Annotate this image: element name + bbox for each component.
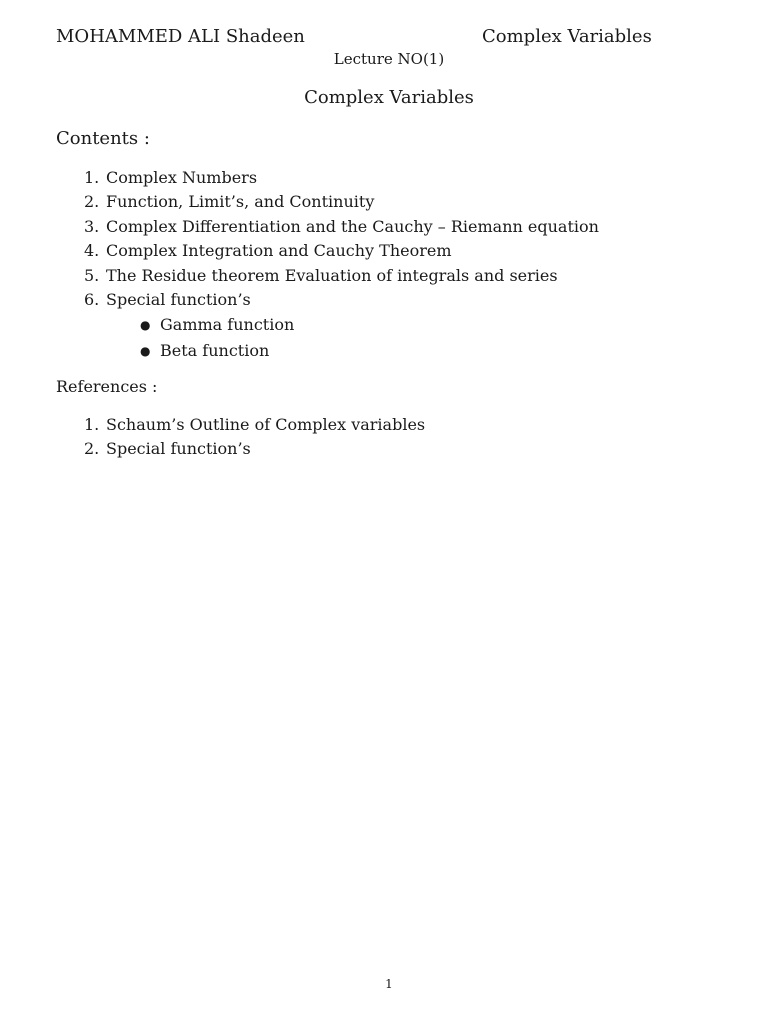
course-name: Complex Variables (482, 26, 652, 47)
list-item-number: 1. (84, 168, 100, 187)
bullet-icon: ● (140, 318, 151, 332)
list-item-text: Function, Limit’s, and Continuity (106, 192, 375, 212)
author-name: MOHAMMED ALI Shadeen (56, 26, 305, 47)
list-item-number: 6. (84, 289, 100, 309)
contents-heading: Contents : (56, 128, 150, 149)
list-item-number: 2. (84, 439, 100, 459)
list-item-text: Special function’s (106, 439, 251, 459)
references-heading: References : (56, 377, 158, 396)
list-item-number: 3. (84, 216, 100, 236)
list-item-text: Special function’s (106, 289, 251, 309)
list-item-number: 5. (84, 265, 100, 285)
list-item-text: Schaum’s Outline of Complex variables (106, 415, 426, 434)
list-item-number: 1. (84, 415, 100, 434)
list-item-number: 2. (84, 192, 100, 212)
document-title: Complex Variables (304, 87, 474, 108)
page-number: 1 (385, 977, 393, 991)
list-item-number: 4. (84, 241, 100, 261)
list-item-text: The Residue theorem Evaluation of integrals and series (106, 265, 558, 285)
list-item-text: Complex Numbers (106, 168, 258, 187)
lecture-number: Lecture NO(1) (333, 50, 445, 68)
list-item-text: Complex Integration and Cauchy Theorem (106, 241, 452, 261)
bullet-icon: ● (140, 344, 151, 358)
sublist-item-text: Gamma function (160, 315, 295, 334)
list-item-text: Complex Differentiation and the Cauchy – Riemann equation (106, 216, 599, 236)
sublist-item-text: Beta function (160, 341, 270, 360)
